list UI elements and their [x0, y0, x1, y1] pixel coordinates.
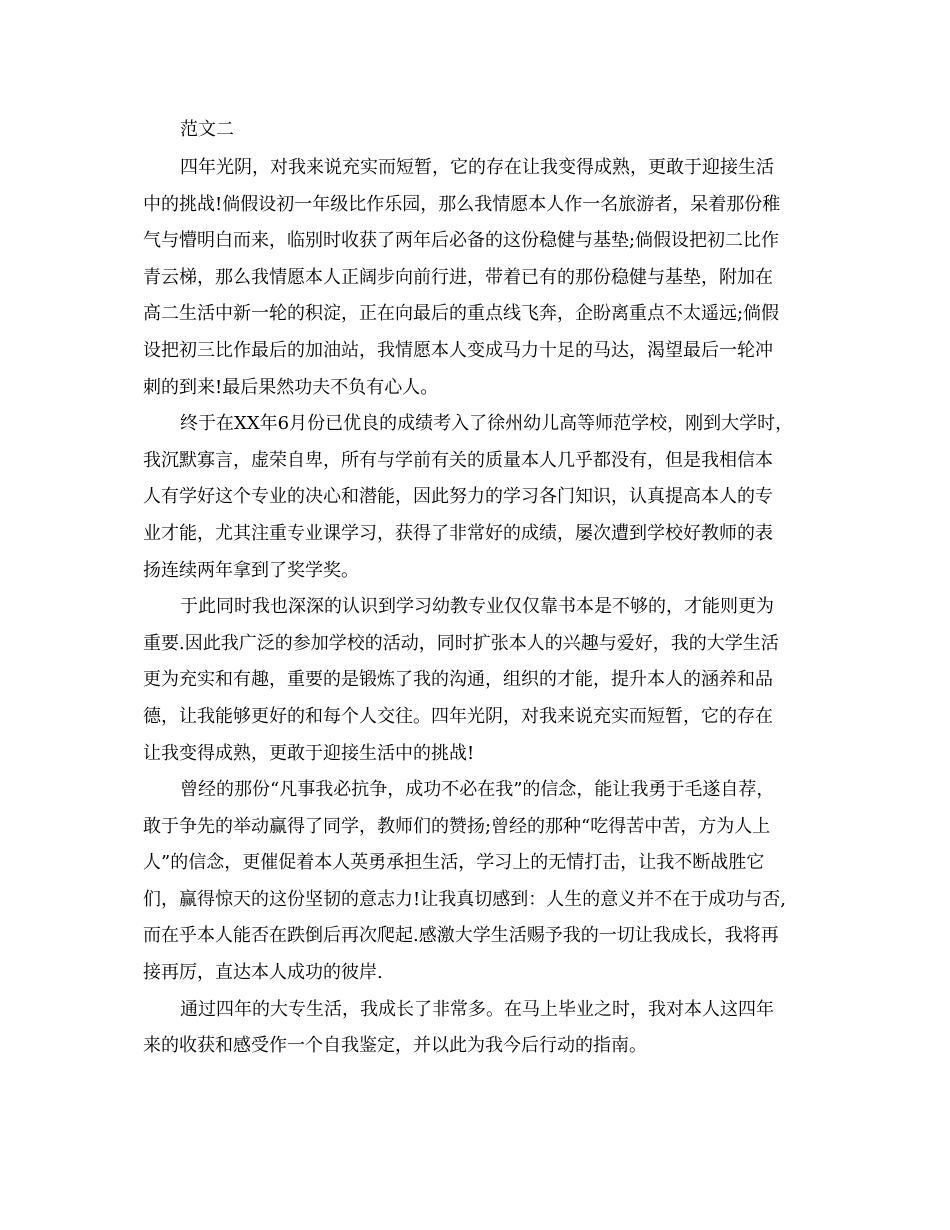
document-body	[143, 150, 813, 1065]
paragraph-line: 业才能，尤其注重专业课学习，获得了非常好的成绩，屡次遭到学校好教师的表	[143, 522, 773, 544]
page-title: 范文二	[180, 119, 234, 140]
paragraph-line: 人有学好这个专业的决心和潜能，因此努力的学习各门知识，认真提高本人的专	[143, 486, 773, 508]
paragraph-line: 刺的到来!最后果然功夫不负有心人。	[143, 376, 439, 398]
paragraph	[143, 992, 813, 1065]
paragraph-line: 重要.因此我广泛的参加学校的活动，同时扩张本人的兴趣与爱好，我的大学生活	[143, 632, 779, 654]
paragraph-line: 人”的信念，更催促着本人英勇承担生活，学习上的无情打击，让我不断战胜它	[143, 852, 765, 874]
paragraph	[143, 150, 813, 406]
paragraph-line: 终于在XX年6月份已优良的成绩考入了徐州幼儿高等师范学校，刚到大学时，	[180, 413, 794, 435]
paragraph-line: 让我变得成熟，更敢于迎接生活中的挑战!	[143, 742, 475, 764]
paragraph-line: 中的挑战!倘假设初一年级比作乐园，那么我情愿本人作一名旅游者，呆着那份稚	[143, 193, 781, 215]
paragraph-line: 们，赢得惊天的这份坚韧的意志力!让我真切感到：人生的意义并不在于成功与否,	[143, 888, 786, 910]
paragraph-line: 气与懵明白而来，临别时收获了两年后必备的这份稳健与基垫;倘假设把初二比作	[143, 230, 780, 252]
paragraph-line: 曾经的那份“凡事我必抗争，成功不必在我”的信念，能让我勇于毛遂自荐，	[180, 779, 775, 801]
paragraph-line: 高二生活中新一轮的积淀，正在向最后的重点线飞奔，企盼离重点不太遥远;倘假	[143, 303, 780, 325]
paragraph-line: 来的收获和感受作一个自我鉴定，并以此为我今后行动的指南。	[143, 1035, 647, 1057]
paragraph-line: 于此同时我也深深的认识到学习幼教专业仅仅靠书本是不够的，才能则更为	[180, 596, 774, 618]
paragraph-line: 我沉默寡言，虚荣自卑，所有与学前有关的质量本人几乎都没有，但是我相信本	[143, 449, 773, 471]
paragraph-line: 四年光阴，对我来说充实而短暂，它的存在让我变得成熟，更敢于迎接生活	[180, 157, 774, 178]
paragraph-line: 德，让我能够更好的和每个人交往。四年光阴，对我来说充实而短暂，它的存在	[143, 705, 773, 727]
paragraph-line: 而在乎本人能否在跌倒后再次爬起.感激大学生活赐予我的一切让我成长，我将再	[143, 925, 779, 947]
paragraph-line: 通过四年的大专生活，我成长了非常多。在马上毕业之时，我对本人这四年	[180, 998, 774, 1020]
paragraph	[143, 406, 813, 589]
paragraph-line: 青云梯，那么我情愿本人正阔步向前行进，带着已有的那份稳健与基垫，附加在	[143, 266, 773, 288]
paragraph-line: 设把初三比作最后的加油站，我情愿本人变成马力十足的马达，渴望最后一轮冲	[143, 339, 773, 361]
paragraph-line: 扬连续两年拿到了奖学奖。	[143, 559, 359, 581]
paragraph-line: 接再厉，直达本人成功的彼岸.	[143, 962, 383, 984]
paragraph	[143, 772, 813, 992]
paragraph-line: 更为充实和有趣，重要的是锻炼了我的沟通，组织的才能，提升本人的涵养和品	[143, 669, 773, 691]
paragraph-line: 敢于争先的举动赢得了同学，教师们的赞扬;曾经的那种“吃得苦中苦，方为人上	[143, 815, 771, 837]
paragraph	[143, 589, 813, 772]
